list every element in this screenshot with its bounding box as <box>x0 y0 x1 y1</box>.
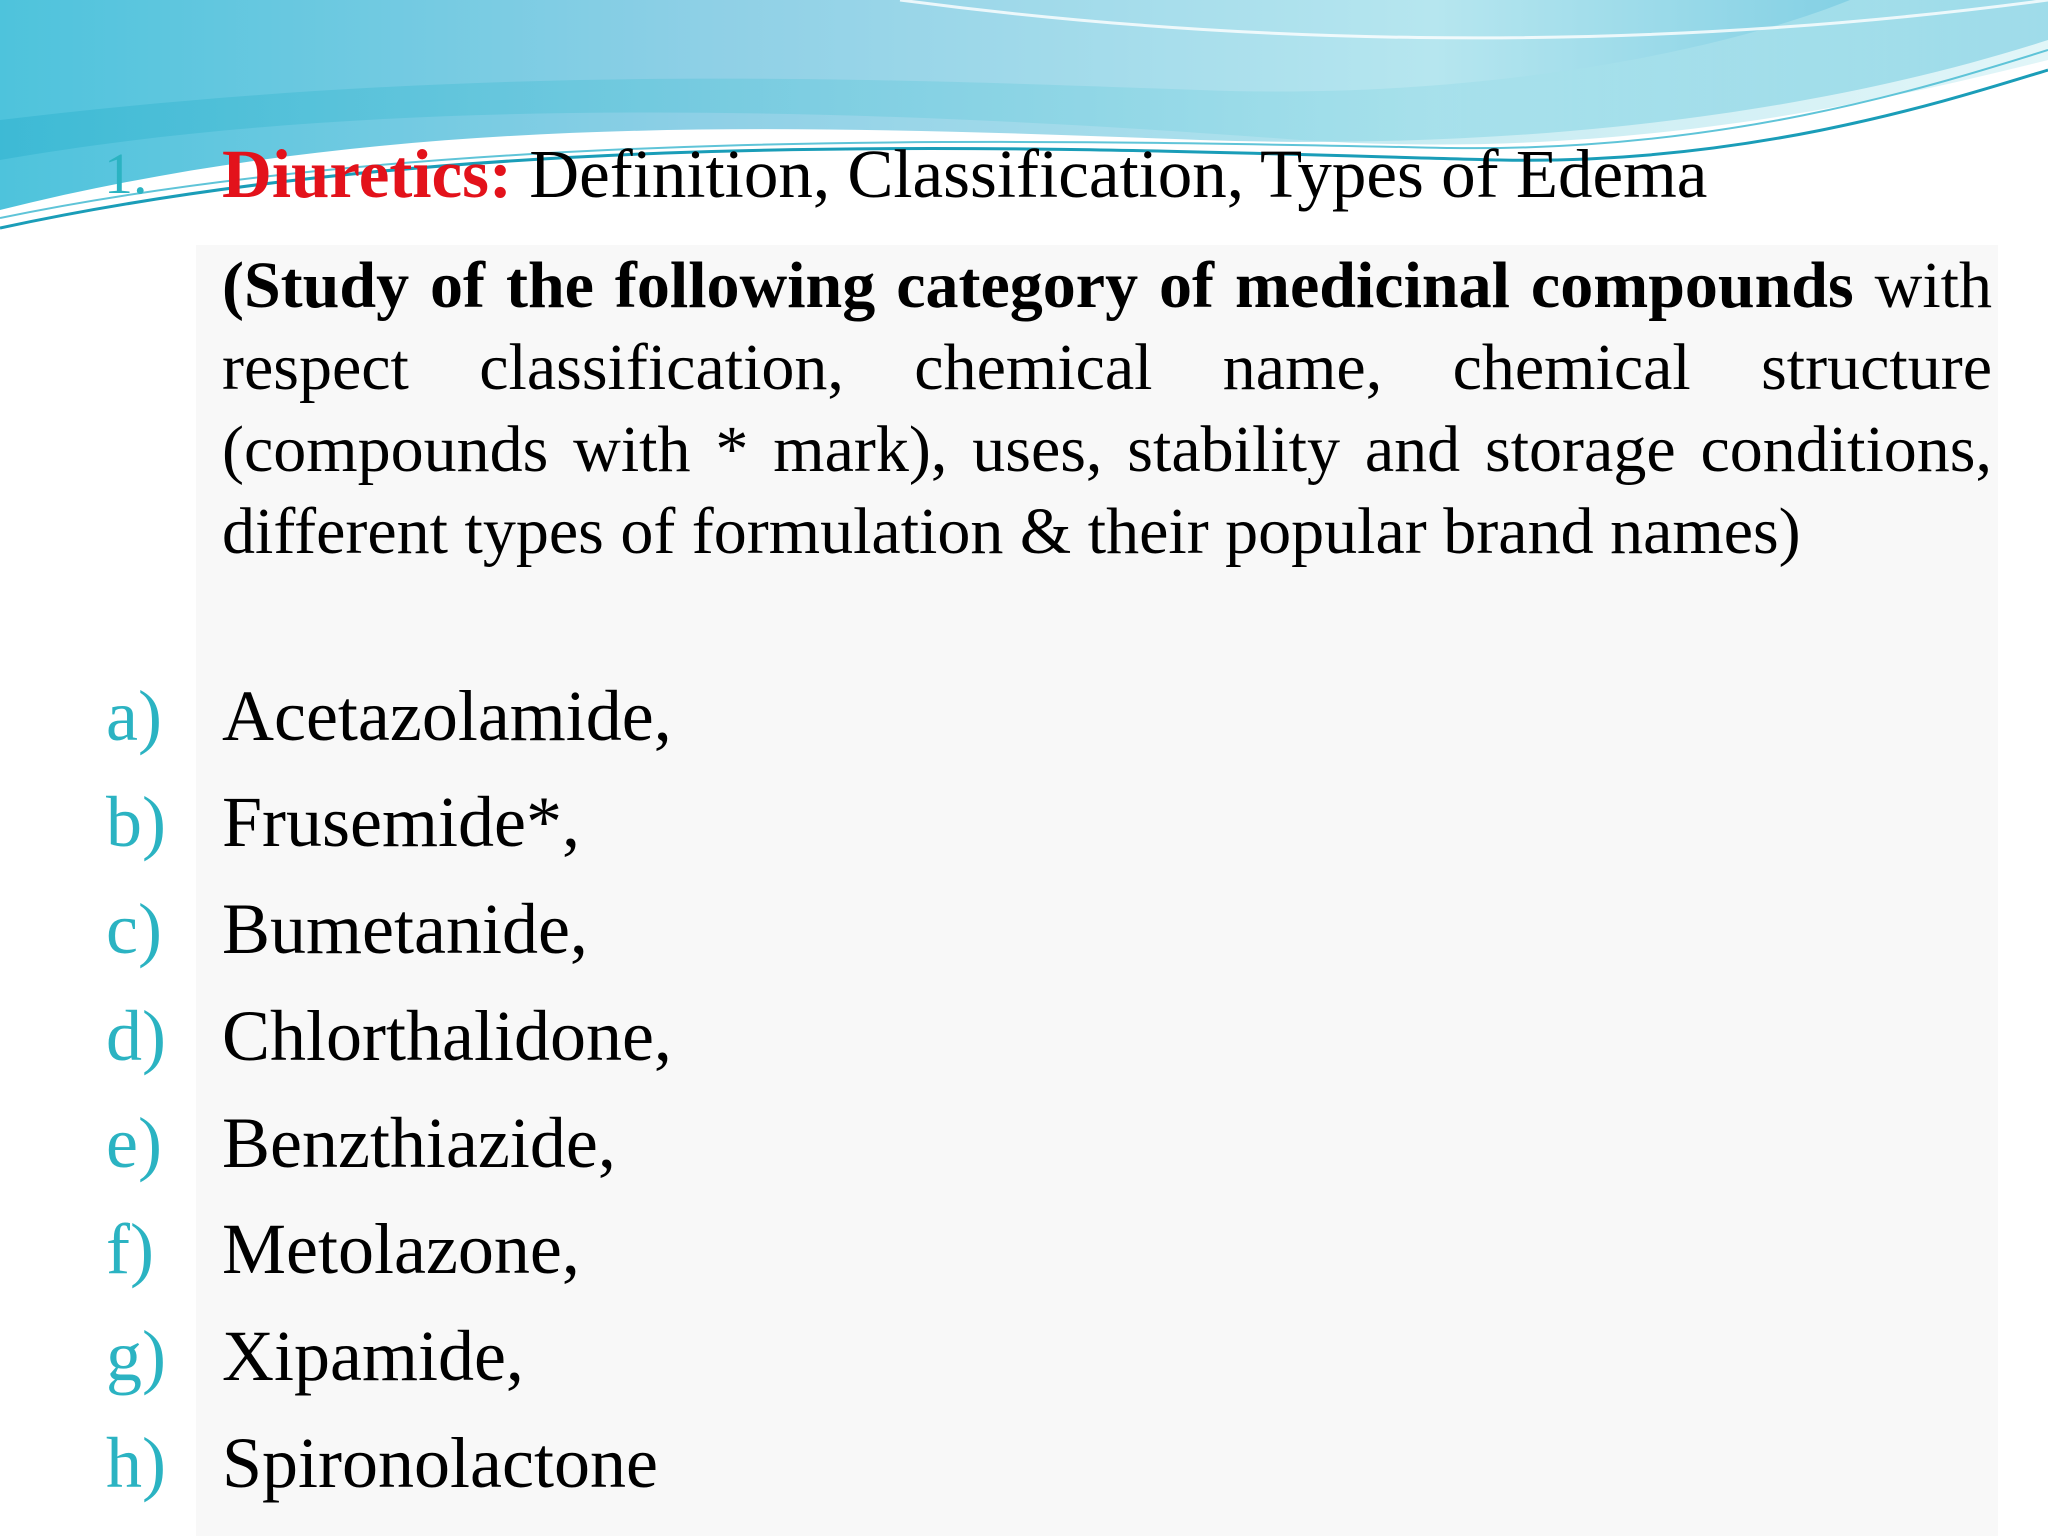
drug-list-item <box>0 984 2048 1088</box>
drug-name: Chlorthalidone, <box>222 996 672 1076</box>
list-marker: d) <box>106 996 166 1076</box>
drug-list-item <box>0 1411 2048 1515</box>
heading-subtitle: Definition, Classification, Types of Edema <box>511 136 1708 212</box>
drug-list-item <box>0 877 2048 981</box>
drug-list-item <box>0 664 2048 768</box>
list-marker: c) <box>106 889 162 969</box>
drug-name: Benzthiazide, <box>222 1103 616 1183</box>
drug-list-item <box>0 1197 2048 1301</box>
list-marker: e) <box>106 1103 162 1183</box>
drug-name: Acetazolamide, <box>222 676 672 756</box>
study-note-regular: with respect classification, chemical name, chemical structure (compounds with * mark), uses, stability and storage conditions, different types of formulation & their popular brand names) <box>222 249 1992 568</box>
heading-text <box>222 126 1707 222</box>
study-note-paragraph <box>222 245 1992 573</box>
drug-name: Spironolactone <box>222 1423 658 1503</box>
study-note-bold: (Study of the following category of medicinal compounds <box>222 249 1854 322</box>
list-marker: b) <box>106 782 166 862</box>
drug-list-item <box>0 1091 2048 1195</box>
drug-list-item <box>0 1304 2048 1408</box>
list-marker: a) <box>106 676 162 756</box>
drug-name: Metolazone, <box>222 1209 580 1289</box>
heading-term-diuretics: Diuretics: <box>222 136 512 212</box>
drug-list-item <box>0 770 2048 874</box>
list-marker: f) <box>106 1209 154 1289</box>
list-marker: g) <box>106 1316 166 1396</box>
drug-name: Bumetanide, <box>222 889 588 969</box>
list-marker: h) <box>106 1423 166 1503</box>
slide-heading <box>0 126 2048 222</box>
heading-number: 1. <box>104 141 148 206</box>
drug-name: Xipamide, <box>222 1316 524 1396</box>
drug-name: Frusemide*, <box>222 782 580 862</box>
